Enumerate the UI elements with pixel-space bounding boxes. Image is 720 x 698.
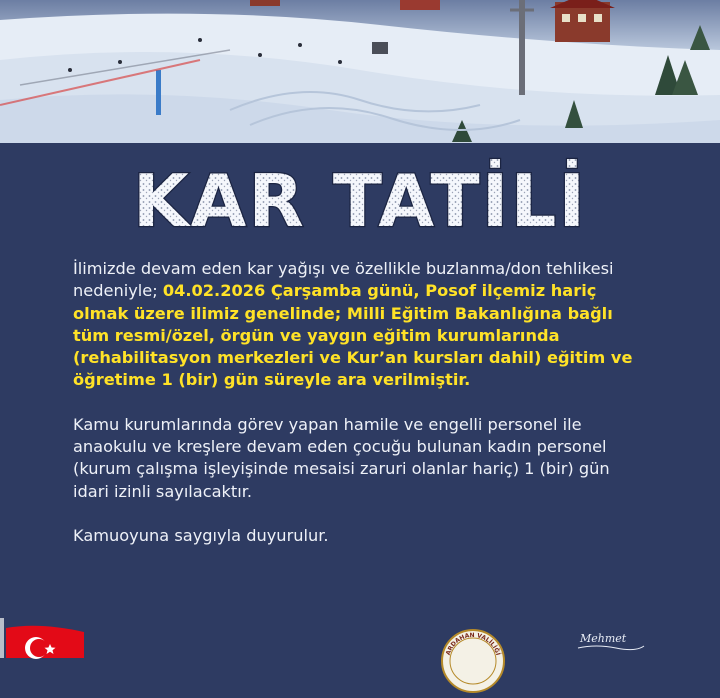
signature-icon [576,626,646,652]
title-banner [0,158,720,243]
announcement-paragraph-1 [73,258,648,392]
announcement-highlight: 04.02.2026 Çarşamba günü, Posof ilçemiz hariç olmak üzere ilimiz genelinde; Milli Eğitim Bakanlığına bağlı tüm resmi/özel, örgün ve yaygın eğitim kurumlarında (rehabilitasyon merkezleri ve Kur’an kursları dahil) eğitim ve öğretime 1 (bir) gün süreyle ara verilmiştir. [73,281,633,390]
announcement-paragraph-2: Kamu kurumlarında görev yapan hamile ve engelli personel ile anaokulu ve kreşlere devam eden çocuğu bulunan kadın personel (kurum çalışma işleyişinde mesaisi zaruri olanlar hariç) 1 (bir) gün idari izinli sayılacaktır. [73,414,610,501]
ski-resort-photo [0,0,720,143]
announcement-intro: İlimizde devam eden kar yağışı ve özellikle buzlanma/don tehlikesi nedeniyle; [73,259,614,301]
ski-slope-illustration [0,0,720,143]
turkish-flag-icon [0,618,86,658]
page-title: KAR TATİLİ [132,159,588,243]
signature-text: Mehmet [580,632,627,645]
announcement-text [73,258,648,569]
announcement-closing: Kamuoyuna saygıyla duyurulur. [73,525,329,545]
seal-text: ARDAHAN VALİLİĞİ [444,631,502,657]
governorship-seal-icon [440,628,506,694]
